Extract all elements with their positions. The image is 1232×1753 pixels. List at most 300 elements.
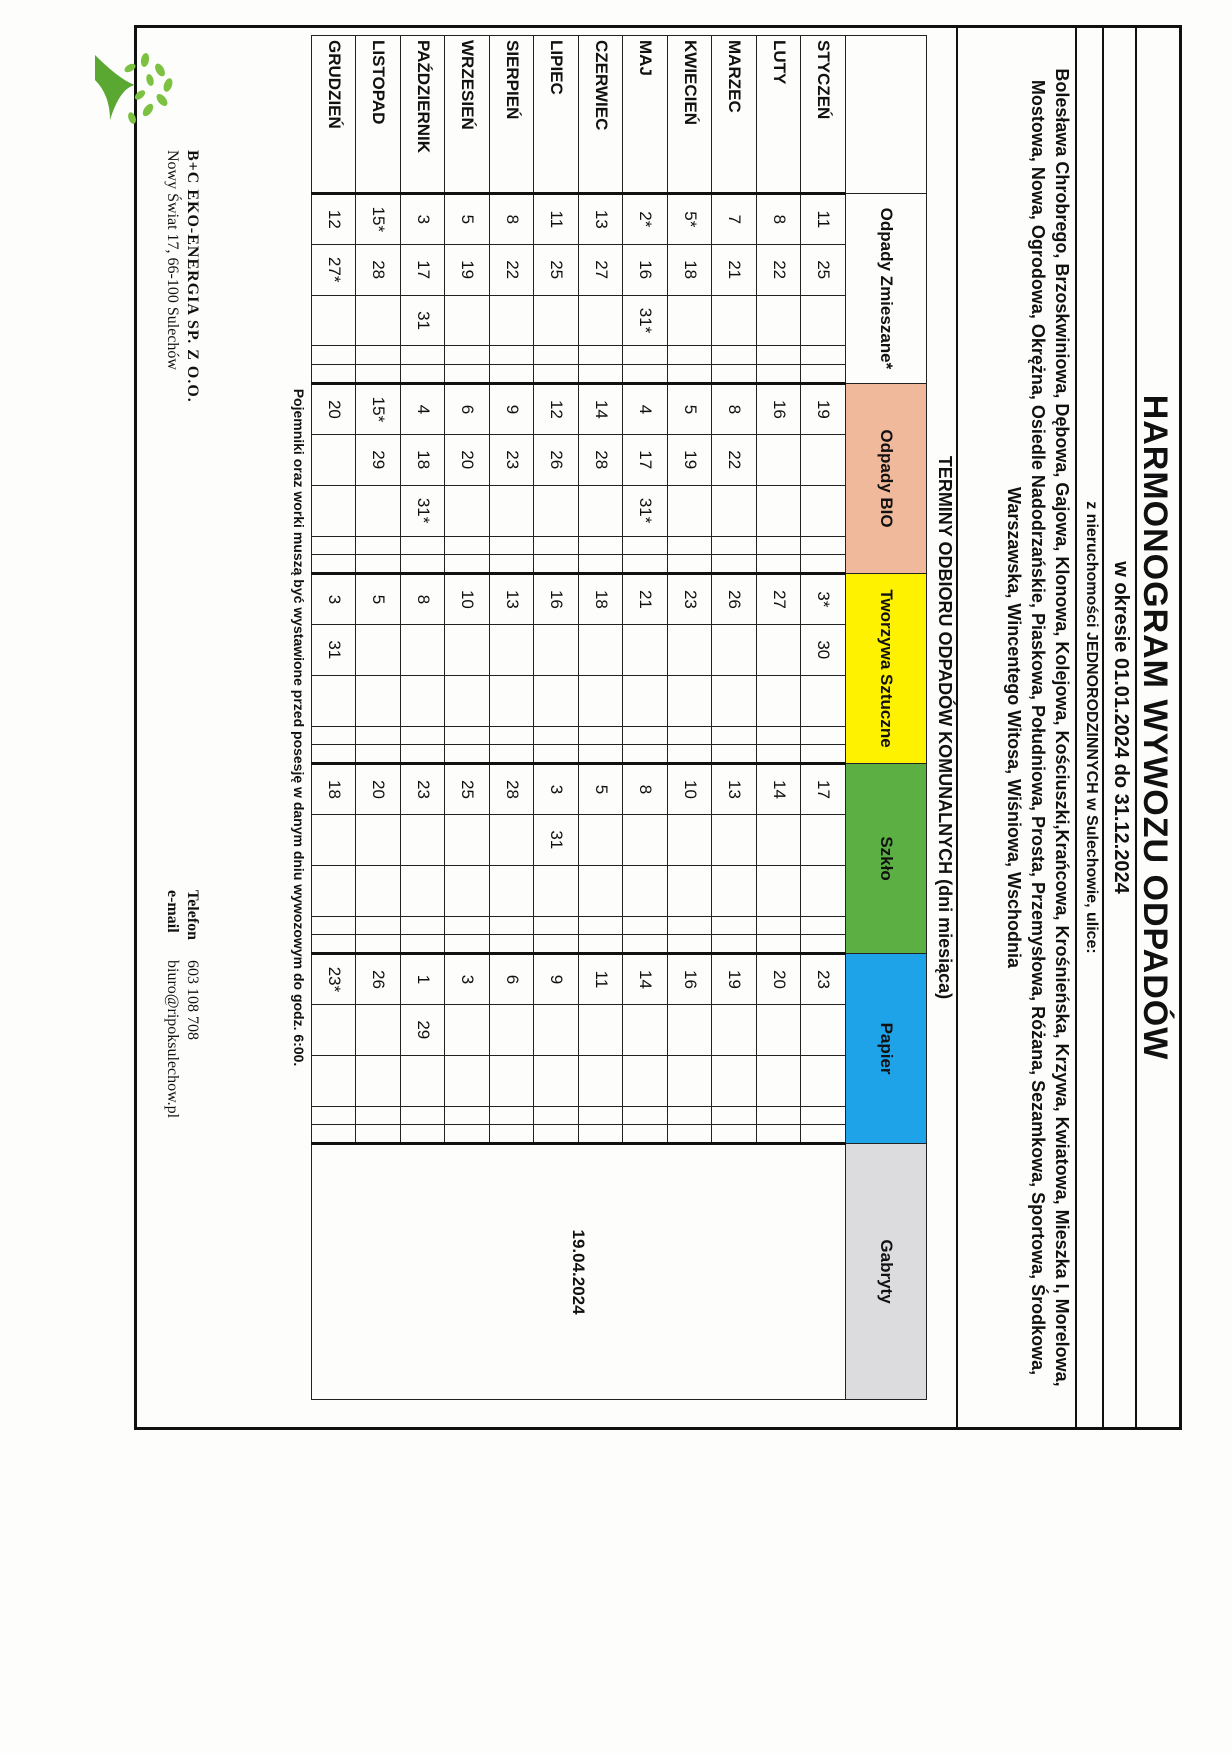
day-cell-tworzywa: [757, 726, 802, 745]
day-cell-papier: [312, 1055, 357, 1106]
day-cell-bio: [623, 536, 668, 555]
day-cell-bio: 8: [712, 384, 757, 435]
day-cell-bio: 18: [401, 434, 446, 485]
day-cell-zmieszane: 28: [356, 244, 401, 295]
day-cell-szklo: [401, 916, 446, 935]
day-cell-papier: [356, 1004, 401, 1055]
email-address: biuro@ripoksulechow.pl: [164, 960, 181, 1119]
day-cell-papier: [490, 1055, 535, 1106]
day-cell-szklo: 17: [801, 764, 846, 815]
day-cell-zmieszane: 8: [490, 193, 535, 244]
day-cell-papier: [356, 1055, 401, 1106]
day-cell-zmieszane: [445, 346, 490, 365]
day-cell-bio: [445, 536, 490, 555]
day-cell-papier: [356, 1125, 401, 1144]
day-cell-tworzywa: [356, 675, 401, 726]
day-cell-zmieszane: 7: [712, 193, 757, 244]
day-cell-zmieszane: 2*: [623, 193, 668, 244]
day-cell-bio: [668, 485, 713, 536]
day-cell-zmieszane: [757, 346, 802, 365]
day-cell-bio: 14: [579, 384, 624, 435]
day-cell-szklo: [312, 916, 357, 935]
day-cell-bio: 23: [490, 434, 535, 485]
day-cell-szklo: [623, 865, 668, 916]
day-cell-bio: [490, 536, 535, 555]
month-header: [846, 36, 927, 194]
day-cell-szklo: 20: [356, 764, 401, 815]
day-cell-zmieszane: 8: [757, 193, 802, 244]
day-cell-szklo: 10: [668, 764, 713, 815]
day-cell-zmieszane: [490, 295, 535, 346]
day-cell-zmieszane: [668, 365, 713, 384]
day-cell-tworzywa: [712, 624, 757, 675]
day-cell-bio: 9: [490, 384, 535, 435]
day-cell-zmieszane: 22: [490, 244, 535, 295]
day-cell-tworzywa: 3*: [801, 574, 846, 625]
day-cell-zmieszane: 17: [401, 244, 446, 295]
day-cell-szklo: [356, 814, 401, 865]
day-cell-zmieszane: [312, 346, 357, 365]
day-cell-papier: [445, 1106, 490, 1125]
day-cell-papier: [534, 1125, 579, 1144]
day-cell-bio: [490, 555, 535, 574]
day-cell-bio: [490, 485, 535, 536]
day-cell-zmieszane: 18: [668, 244, 713, 295]
day-cell-papier: [801, 1055, 846, 1106]
day-cell-zmieszane: [445, 295, 490, 346]
month-cell: MAJ: [623, 36, 668, 194]
day-cell-bio: [757, 485, 802, 536]
column-header-paper: Papier: [846, 954, 927, 1144]
day-cell-papier: [668, 1004, 713, 1055]
day-cell-szklo: [757, 935, 802, 954]
day-cell-zmieszane: 15*: [356, 193, 401, 244]
day-cell-szklo: 8: [623, 764, 668, 815]
day-cell-papier: [668, 1125, 713, 1144]
table-header-row: [846, 36, 927, 1400]
day-cell-bio: 29: [356, 434, 401, 485]
month-cell: SIERPIEŃ: [490, 36, 535, 194]
company-address: Nowy Świat 17, 66-100 Sulechów: [164, 150, 181, 370]
day-cell-tworzywa: [623, 624, 668, 675]
day-cell-bio: [356, 485, 401, 536]
day-cell-bio: 16: [757, 384, 802, 435]
day-cell-papier: [401, 1125, 446, 1144]
day-cell-zmieszane: 5*: [668, 193, 713, 244]
day-cell-szklo: [712, 935, 757, 954]
table-caption: TERMINY ODBIORU ODPADÓW KOMUNALNYCH (dni miesiąca): [935, 455, 955, 1000]
day-cell-papier: [534, 1055, 579, 1106]
day-cell-zmieszane: 16: [623, 244, 668, 295]
day-cell-zmieszane: 22: [757, 244, 802, 295]
day-cell-zmieszane: [356, 295, 401, 346]
day-cell-papier: 23: [801, 954, 846, 1005]
day-cell-papier: [668, 1106, 713, 1125]
day-cell-bio: [534, 485, 579, 536]
day-cell-tworzywa: [623, 745, 668, 764]
month-cell: MARZEC: [712, 36, 757, 194]
day-cell-papier: [712, 1125, 757, 1144]
page-title: HARMONOGRAM WYWOZU ODPADÓW: [1136, 394, 1174, 1061]
day-cell-tworzywa: [579, 726, 624, 745]
day-cell-zmieszane: [668, 295, 713, 346]
day-cell-szklo: [445, 865, 490, 916]
day-cell-zmieszane: [401, 346, 446, 365]
day-cell-szklo: [534, 935, 579, 954]
company-info: [162, 150, 202, 403]
day-cell-tworzywa: [579, 675, 624, 726]
day-cell-szklo: 25: [445, 764, 490, 815]
day-cell-zmieszane: 11: [801, 193, 846, 244]
day-cell-papier: 3: [445, 954, 490, 1005]
day-cell-tworzywa: [445, 675, 490, 726]
day-cell-tworzywa: [801, 675, 846, 726]
day-cell-zmieszane: [623, 365, 668, 384]
day-cell-tworzywa: [534, 624, 579, 675]
day-cell-szklo: 14: [757, 764, 802, 815]
day-cell-papier: [401, 1055, 446, 1106]
collection-note: Pojemniki oraz worki muszą być wystawione przed posesję w danym dniu wywozowym do godz. 6:00.: [291, 388, 307, 1067]
day-cell-tworzywa: 10: [445, 574, 490, 625]
day-cell-papier: [445, 1004, 490, 1055]
day-cell-tworzywa: [623, 675, 668, 726]
day-cell-bio: [801, 485, 846, 536]
day-cell-bio: [401, 536, 446, 555]
day-cell-papier: 19: [712, 954, 757, 1005]
day-cell-bio: 4: [623, 384, 668, 435]
day-cell-tworzywa: 21: [623, 574, 668, 625]
day-cell-tworzywa: [490, 675, 535, 726]
day-cell-szklo: [356, 916, 401, 935]
day-cell-zmieszane: [801, 346, 846, 365]
day-cell-tworzywa: 30: [801, 624, 846, 675]
day-cell-tworzywa: 31: [312, 624, 357, 675]
day-cell-zmieszane: [623, 346, 668, 365]
day-cell-tworzywa: [668, 726, 713, 745]
day-cell-zmieszane: 31*: [623, 295, 668, 346]
day-cell-tworzywa: [668, 745, 713, 764]
day-cell-szklo: [356, 865, 401, 916]
day-cell-tworzywa: [445, 726, 490, 745]
day-cell-bio: [579, 555, 624, 574]
day-cell-szklo: [445, 916, 490, 935]
day-cell-zmieszane: 25: [534, 244, 579, 295]
day-cell-bio: [445, 485, 490, 536]
day-cell-bio: [668, 555, 713, 574]
day-cell-szklo: [757, 916, 802, 935]
day-cell-zmieszane: [579, 365, 624, 384]
day-cell-tworzywa: 23: [668, 574, 713, 625]
day-cell-tworzywa: [668, 675, 713, 726]
day-cell-bio: 15*: [356, 384, 401, 435]
day-cell-bio: [623, 555, 668, 574]
day-cell-zmieszane: [490, 365, 535, 384]
day-cell-tworzywa: [356, 624, 401, 675]
day-cell-bio: 31*: [623, 485, 668, 536]
day-cell-szklo: [712, 916, 757, 935]
day-cell-bio: 19: [668, 434, 713, 485]
day-cell-bio: 19: [801, 384, 846, 435]
day-cell-szklo: [445, 935, 490, 954]
phone-label: Telefon: [184, 890, 201, 941]
day-cell-tworzywa: [490, 726, 535, 745]
day-cell-szklo: 5: [579, 764, 624, 815]
day-cell-papier: [534, 1004, 579, 1055]
month-cell: KWIECIEŃ: [668, 36, 713, 194]
day-cell-szklo: 3: [534, 764, 579, 815]
day-cell-papier: 16: [668, 954, 713, 1005]
month-cell: LIPIEC: [534, 36, 579, 194]
day-cell-szklo: [623, 814, 668, 865]
column-header-bio: Odpady BIO: [846, 384, 927, 574]
day-cell-tworzywa: [490, 624, 535, 675]
day-cell-szklo: [401, 814, 446, 865]
day-cell-zmieszane: 27*: [312, 244, 357, 295]
day-cell-papier: 11: [579, 954, 624, 1005]
day-cell-szklo: 31: [534, 814, 579, 865]
day-cell-bio: 4: [401, 384, 446, 435]
column-header-bulky: Gabryty: [846, 1144, 927, 1400]
day-cell-bio: 17: [623, 434, 668, 485]
day-cell-tworzywa: 8: [401, 574, 446, 625]
day-cell-bio: 20: [312, 384, 357, 435]
day-cell-zmieszane: 3: [401, 193, 446, 244]
day-cell-papier: [356, 1106, 401, 1125]
day-cell-bio: [801, 555, 846, 574]
day-cell-tworzywa: [401, 624, 446, 675]
day-cell-szklo: [668, 814, 713, 865]
day-cell-szklo: [579, 916, 624, 935]
day-cell-zmieszane: [534, 346, 579, 365]
day-cell-zmieszane: 11: [534, 193, 579, 244]
day-cell-szklo: [401, 935, 446, 954]
month-cell: CZERWIEC: [579, 36, 624, 194]
day-cell-papier: [712, 1055, 757, 1106]
period-text: w okresie 01.01.2024 do 31.12.2024: [1110, 561, 1132, 894]
day-cell-szklo: [623, 916, 668, 935]
day-cell-szklo: [312, 865, 357, 916]
day-cell-papier: [623, 1125, 668, 1144]
day-cell-papier: 29: [401, 1004, 446, 1055]
day-cell-bio: [312, 485, 357, 536]
day-cell-bio: [534, 536, 579, 555]
column-header-plastic: Tworzywa Sztuczne: [846, 574, 927, 764]
day-cell-zmieszane: [534, 365, 579, 384]
day-cell-papier: [757, 1106, 802, 1125]
day-cell-zmieszane: [445, 365, 490, 384]
day-cell-papier: [312, 1125, 357, 1144]
day-cell-bio: 28: [579, 434, 624, 485]
email-label: e-mail: [164, 890, 181, 933]
day-cell-papier: [801, 1106, 846, 1125]
day-cell-papier: [712, 1106, 757, 1125]
day-cell-bio: [579, 485, 624, 536]
day-cell-papier: 20: [757, 954, 802, 1005]
day-cell-bio: [668, 536, 713, 555]
day-cell-szklo: [490, 814, 535, 865]
day-cell-bio: 26: [534, 434, 579, 485]
day-cell-papier: [668, 1055, 713, 1106]
day-cell-zmieszane: 31: [401, 295, 446, 346]
day-cell-tworzywa: [401, 675, 446, 726]
day-cell-tworzywa: 27: [757, 574, 802, 625]
day-cell-szklo: [534, 916, 579, 935]
day-cell-szklo: [579, 935, 624, 954]
day-cell-papier: [757, 1055, 802, 1106]
day-cell-papier: [623, 1106, 668, 1125]
day-cell-tworzywa: [534, 745, 579, 764]
day-cell-szklo: [490, 865, 535, 916]
day-cell-szklo: [712, 814, 757, 865]
day-cell-zmieszane: [757, 295, 802, 346]
day-cell-szklo: [490, 935, 535, 954]
day-cell-bio: [356, 555, 401, 574]
day-cell-szklo: [801, 916, 846, 935]
day-cell-tworzywa: [623, 726, 668, 745]
day-cell-papier: [490, 1106, 535, 1125]
day-cell-zmieszane: [356, 365, 401, 384]
day-cell-tworzywa: [757, 675, 802, 726]
day-cell-zmieszane: [312, 295, 357, 346]
month-cell: PAŹDZIERNIK: [401, 36, 446, 194]
day-cell-zmieszane: [534, 295, 579, 346]
day-cell-papier: [445, 1125, 490, 1144]
day-cell-tworzywa: 26: [712, 574, 757, 625]
day-cell-zmieszane: 13: [579, 193, 624, 244]
day-cell-zmieszane: [312, 365, 357, 384]
day-cell-tworzywa: [757, 745, 802, 764]
day-cell-papier: 23*: [312, 954, 357, 1005]
day-cell-tworzywa: [579, 745, 624, 764]
month-cell: LISTOPAD: [356, 36, 401, 194]
day-cell-szklo: [356, 935, 401, 954]
day-cell-tworzywa: [401, 726, 446, 745]
day-cell-tworzywa: [312, 745, 357, 764]
day-cell-zmieszane: [712, 295, 757, 346]
scope-text: z nieruchomości JEDNORODZINNYCH w Sulechowie, ulice:: [1083, 501, 1100, 954]
month-cell: STYCZEŃ: [801, 36, 846, 194]
schedule-table: [311, 35, 927, 1400]
day-cell-papier: [801, 1125, 846, 1144]
day-cell-papier: [445, 1055, 490, 1106]
divider: [1135, 25, 1137, 1430]
day-cell-papier: [579, 1125, 624, 1144]
day-cell-bio: [801, 434, 846, 485]
company-name: B+C EKO-ENERGIA SP. Z O.O.: [184, 150, 201, 403]
day-cell-papier: [623, 1004, 668, 1055]
day-cell-bio: [356, 536, 401, 555]
day-cell-zmieszane: [801, 365, 846, 384]
day-cell-bio: [757, 434, 802, 485]
day-cell-bio: [757, 536, 802, 555]
day-cell-bio: [401, 555, 446, 574]
day-cell-papier: [801, 1004, 846, 1055]
day-cell-bio: [312, 434, 357, 485]
day-cell-szklo: [534, 865, 579, 916]
day-cell-papier: [579, 1004, 624, 1055]
phone-number: 603 108 708: [184, 960, 201, 1040]
day-cell-szklo: [757, 814, 802, 865]
day-cell-tworzywa: [534, 726, 579, 745]
day-cell-tworzywa: [445, 624, 490, 675]
day-cell-papier: 26: [356, 954, 401, 1005]
day-cell-zmieszane: 25: [801, 244, 846, 295]
month-cell: WRZESIEŃ: [445, 36, 490, 194]
day-cell-tworzywa: [712, 745, 757, 764]
day-cell-tworzywa: [579, 624, 624, 675]
day-cell-szklo: [801, 814, 846, 865]
day-cell-zmieszane: 5: [445, 193, 490, 244]
divider: [1102, 25, 1104, 1430]
day-cell-bio: 22: [712, 434, 757, 485]
day-cell-tworzywa: 5: [356, 574, 401, 625]
day-cell-zmieszane: [356, 346, 401, 365]
bulky-date-cell: 19.04.2024: [312, 1144, 846, 1400]
day-cell-szklo: [623, 935, 668, 954]
day-cell-szklo: 13: [712, 764, 757, 815]
day-cell-szklo: [490, 916, 535, 935]
day-cell-papier: [579, 1055, 624, 1106]
column-header-mixed: Odpady Zmieszane*: [846, 193, 927, 383]
day-cell-szklo: 23: [401, 764, 446, 815]
day-cell-tworzywa: [712, 726, 757, 745]
day-cell-tworzywa: [356, 745, 401, 764]
day-cell-tworzywa: 16: [534, 574, 579, 625]
day-cell-tworzywa: 3: [312, 574, 357, 625]
day-cell-szklo: [801, 865, 846, 916]
day-cell-szklo: [668, 865, 713, 916]
day-cell-zmieszane: 19: [445, 244, 490, 295]
day-cell-bio: [712, 536, 757, 555]
day-cell-bio: [312, 536, 357, 555]
day-cell-tworzywa: [534, 675, 579, 726]
column-header-glass: Szkło: [846, 764, 927, 954]
day-cell-papier: [757, 1125, 802, 1144]
day-cell-bio: [801, 536, 846, 555]
day-cell-szklo: 28: [490, 764, 535, 815]
day-cell-papier: [757, 1004, 802, 1055]
day-cell-zmieszane: 12: [312, 193, 357, 244]
day-cell-zmieszane: [401, 365, 446, 384]
day-cell-bio: [712, 555, 757, 574]
day-cell-szklo: [445, 814, 490, 865]
day-cell-bio: 6: [445, 384, 490, 435]
day-cell-tworzywa: [712, 675, 757, 726]
day-cell-papier: [401, 1106, 446, 1125]
day-cell-szklo: [757, 865, 802, 916]
day-cell-zmieszane: [801, 295, 846, 346]
day-cell-zmieszane: 27: [579, 244, 624, 295]
day-cell-papier: [490, 1125, 535, 1144]
day-cell-tworzywa: [668, 624, 713, 675]
day-cell-zmieszane: [712, 365, 757, 384]
day-cell-tworzywa: [801, 745, 846, 764]
day-cell-zmieszane: 21: [712, 244, 757, 295]
divider: [1075, 25, 1077, 1430]
day-cell-zmieszane: [579, 346, 624, 365]
month-cell: LUTY: [757, 36, 802, 194]
day-cell-tworzywa: 13: [490, 574, 535, 625]
day-cell-zmieszane: [668, 346, 713, 365]
day-cell-szklo: [801, 935, 846, 954]
day-cell-tworzywa: [312, 726, 357, 745]
day-cell-papier: 14: [623, 954, 668, 1005]
day-cell-bio: [712, 485, 757, 536]
day-cell-szklo: [712, 865, 757, 916]
divider: [956, 25, 958, 1430]
day-cell-szklo: 18: [312, 764, 357, 815]
day-cell-papier: [579, 1106, 624, 1125]
